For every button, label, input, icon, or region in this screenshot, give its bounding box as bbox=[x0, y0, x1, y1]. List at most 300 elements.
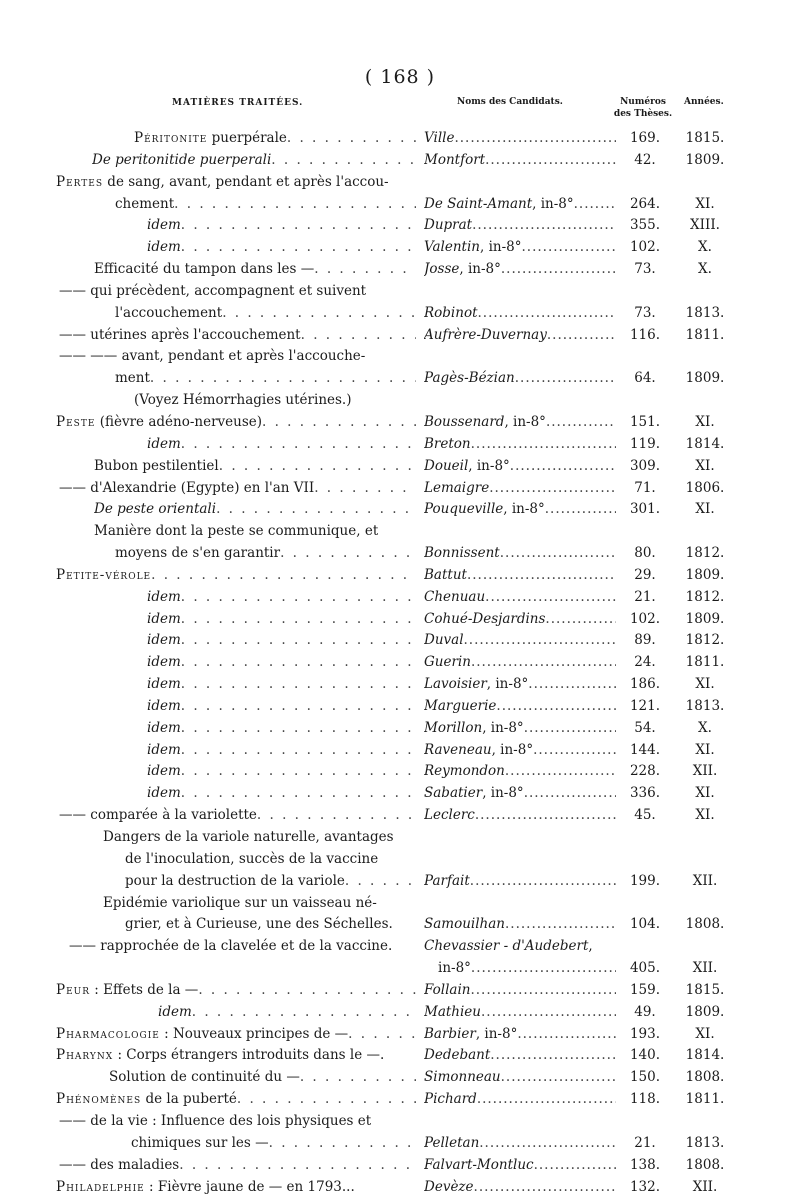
subject-cell bbox=[94, 456, 416, 478]
candidate-name: Guerin bbox=[424, 654, 471, 670]
dot-leader bbox=[181, 652, 416, 674]
candidate-text bbox=[424, 652, 471, 674]
subject-label: moyens de s'en garantir bbox=[115, 545, 280, 561]
thesis-number: 89. bbox=[620, 630, 670, 652]
subject-text bbox=[147, 674, 181, 696]
subject-label: chement bbox=[115, 196, 174, 212]
subject-cell bbox=[56, 1177, 355, 1198]
subject-label: grier, et à Curieuse, une des Séchelles. bbox=[125, 916, 393, 932]
thesis-number: 138. bbox=[620, 1155, 670, 1177]
candidate-cell bbox=[424, 914, 616, 936]
subject-label: —— rapprochée de la clavelée et de la vaccine. bbox=[69, 938, 392, 954]
index-row bbox=[0, 478, 800, 500]
subject-text bbox=[109, 1067, 300, 1089]
dot-leader bbox=[287, 128, 416, 150]
subject-label: Epidémie variolique sur un vaisseau né- bbox=[103, 895, 377, 911]
dot-leader bbox=[271, 150, 416, 172]
candidate-format: in-8° bbox=[424, 960, 471, 976]
candidate-name: Aufrère-Duvernay bbox=[424, 327, 547, 343]
subject-text bbox=[69, 936, 392, 958]
dot-leader bbox=[574, 194, 616, 216]
candidate-text bbox=[424, 1177, 474, 1198]
subject-cell bbox=[56, 980, 416, 1002]
candidate-cell bbox=[424, 1155, 616, 1177]
subject-cell bbox=[56, 1024, 416, 1046]
subject-label: idem bbox=[147, 698, 181, 714]
dot-leader bbox=[500, 543, 616, 565]
subject-label: : Effets de la — bbox=[90, 982, 198, 998]
candidate-cell bbox=[424, 456, 616, 478]
thesis-year: 1809. bbox=[680, 1002, 730, 1024]
subject-cell bbox=[147, 652, 416, 674]
index-row bbox=[0, 630, 800, 652]
subject-label: chimiques sur les — bbox=[131, 1135, 269, 1151]
subject-text bbox=[147, 215, 181, 237]
dot-leader bbox=[257, 805, 416, 827]
candidate-text bbox=[424, 499, 545, 521]
candidate-name: Barbier bbox=[424, 1026, 476, 1042]
dot-leader bbox=[505, 761, 616, 783]
candidate-text bbox=[424, 215, 472, 237]
index-row bbox=[0, 1133, 800, 1155]
thesis-year: XI. bbox=[680, 412, 730, 434]
subject-cell bbox=[147, 630, 416, 652]
dot-leader bbox=[534, 1155, 616, 1177]
subject-text bbox=[56, 565, 151, 587]
thesis-number: 309. bbox=[620, 456, 670, 478]
dot-leader bbox=[477, 1089, 616, 1111]
dot-leader bbox=[216, 499, 416, 521]
dot-leader bbox=[192, 1002, 416, 1024]
dot-leader bbox=[174, 194, 416, 216]
dot-leader bbox=[345, 871, 416, 893]
thesis-year: XII. bbox=[680, 871, 730, 893]
candidate-text bbox=[424, 478, 489, 500]
dot-leader bbox=[510, 456, 616, 478]
subject-text bbox=[59, 1155, 179, 1177]
subject-cell bbox=[147, 761, 416, 783]
subject-text bbox=[115, 303, 222, 325]
subject-cell bbox=[56, 412, 416, 434]
subject-text bbox=[56, 980, 198, 1002]
candidate-name: Parfait bbox=[424, 873, 470, 889]
candidate-cell bbox=[424, 674, 616, 696]
candidate-format: , in-8° bbox=[482, 785, 524, 801]
thesis-year: 1811. bbox=[680, 652, 730, 674]
index-row bbox=[0, 1002, 800, 1024]
dot-leader bbox=[181, 215, 416, 237]
index-row bbox=[0, 652, 800, 674]
candidate-name: Devèze bbox=[424, 1179, 474, 1195]
index-row bbox=[0, 346, 800, 368]
dot-leader bbox=[546, 412, 616, 434]
dot-leader bbox=[222, 303, 416, 325]
subject-text bbox=[94, 456, 219, 478]
subject-label: Bubon pestilentiel bbox=[94, 458, 219, 474]
subject-heading: Pharynx bbox=[56, 1047, 113, 1063]
candidate-text bbox=[424, 980, 470, 1002]
candidate-text bbox=[424, 565, 467, 587]
thesis-number: 21. bbox=[620, 1133, 670, 1155]
dot-leader bbox=[485, 587, 616, 609]
thesis-number: 73. bbox=[620, 303, 670, 325]
thesis-number: 71. bbox=[620, 478, 670, 500]
subject-label: idem bbox=[147, 589, 181, 605]
subject-label: puerpérale bbox=[207, 130, 287, 146]
dot-leader bbox=[300, 1067, 416, 1089]
subject-text bbox=[147, 783, 181, 805]
thesis-number: 336. bbox=[620, 783, 670, 805]
candidate-cell bbox=[424, 259, 616, 281]
candidate-text bbox=[424, 1067, 501, 1089]
candidate-cell bbox=[424, 237, 616, 259]
thesis-year: 1814. bbox=[680, 1045, 730, 1067]
candidate-cell bbox=[424, 1002, 616, 1024]
thesis-number: 102. bbox=[620, 237, 670, 259]
thesis-number: 118. bbox=[620, 1089, 670, 1111]
subject-label: Manière dont la peste se communique, et bbox=[94, 523, 378, 539]
candidate-cell bbox=[424, 587, 616, 609]
candidate-name: Duprat bbox=[424, 217, 472, 233]
subject-text bbox=[56, 1177, 355, 1198]
dot-leader bbox=[314, 259, 416, 281]
subject-cell bbox=[125, 849, 378, 871]
index-row bbox=[0, 1111, 800, 1133]
subject-label: De peste orientali bbox=[94, 501, 216, 517]
candidate-text bbox=[424, 587, 485, 609]
subject-text bbox=[147, 587, 181, 609]
candidate-text bbox=[424, 761, 505, 783]
candidate-text bbox=[424, 696, 496, 718]
candidate-name: Samouilhan bbox=[424, 916, 505, 932]
subject-label: idem bbox=[147, 611, 181, 627]
candidate-name: Ville bbox=[424, 130, 454, 146]
candidate-text bbox=[424, 674, 528, 696]
thesis-number: 199. bbox=[620, 871, 670, 893]
dot-leader bbox=[464, 630, 616, 652]
thesis-year: 1812. bbox=[680, 543, 730, 565]
subject-text bbox=[125, 914, 393, 936]
subject-label: idem bbox=[147, 632, 181, 648]
dot-leader bbox=[524, 718, 616, 740]
candidate-cell bbox=[424, 368, 616, 390]
candidate-text bbox=[424, 740, 533, 762]
candidate-name: Pouqueville bbox=[424, 501, 503, 517]
subject-cell bbox=[59, 325, 416, 347]
subject-cell bbox=[103, 893, 377, 915]
index-row bbox=[0, 1045, 800, 1067]
subject-label: —— d'Alexandrie (Egypte) en l'an VII bbox=[59, 480, 314, 496]
candidate-cell bbox=[424, 1024, 616, 1046]
thesis-year: 1815. bbox=[680, 128, 730, 150]
index-row bbox=[0, 128, 800, 150]
subject-text bbox=[115, 194, 174, 216]
dot-leader bbox=[181, 609, 416, 631]
subject-label: : Nouveaux principes de — bbox=[160, 1026, 348, 1042]
candidate-name: Falvart-Montluc bbox=[424, 1157, 534, 1173]
candidate-text bbox=[424, 368, 515, 390]
subject-text bbox=[56, 1089, 237, 1111]
dot-leader bbox=[496, 696, 616, 718]
dot-leader bbox=[489, 478, 616, 500]
thesis-year: XI. bbox=[680, 499, 730, 521]
index-row bbox=[0, 740, 800, 762]
thesis-number: 102. bbox=[620, 609, 670, 631]
subject-text bbox=[147, 237, 181, 259]
candidate-format: , in-8° bbox=[468, 458, 510, 474]
candidate-format: , in-8° bbox=[492, 742, 534, 758]
index-row bbox=[0, 281, 800, 303]
index-row bbox=[0, 761, 800, 783]
thesis-year: XIII. bbox=[680, 215, 730, 237]
thesis-number: 21. bbox=[620, 587, 670, 609]
candidate-cell bbox=[424, 718, 616, 740]
candidate-format: , in-8° bbox=[532, 196, 574, 212]
candidate-cell bbox=[424, 128, 616, 150]
dot-leader bbox=[181, 630, 416, 652]
candidate-text bbox=[424, 630, 464, 652]
dot-leader bbox=[479, 1133, 616, 1155]
index-row bbox=[0, 390, 800, 412]
subject-label: ment bbox=[115, 370, 150, 386]
candidate-name: Doueil bbox=[424, 458, 468, 474]
subject-label: idem bbox=[147, 239, 181, 255]
subject-label: idem bbox=[147, 785, 181, 801]
subject-text bbox=[56, 1024, 348, 1046]
subject-cell bbox=[147, 609, 416, 631]
thesis-year: 1812. bbox=[680, 630, 730, 652]
subject-label: pour la destruction de la variole bbox=[125, 873, 345, 889]
candidate-cell bbox=[424, 150, 616, 172]
dot-leader bbox=[471, 652, 616, 674]
subject-label: : Fièvre jaune de — en 1793... bbox=[145, 1179, 355, 1195]
dot-leader bbox=[181, 587, 416, 609]
index-row bbox=[0, 150, 800, 172]
dot-leader bbox=[181, 740, 416, 762]
dot-leader bbox=[454, 128, 616, 150]
subject-text bbox=[147, 718, 181, 740]
candidate-text bbox=[424, 1155, 534, 1177]
thesis-number: 73. bbox=[620, 259, 670, 281]
candidate-format: , in-8° bbox=[476, 1026, 518, 1042]
index-row bbox=[0, 215, 800, 237]
dot-leader bbox=[181, 696, 416, 718]
candidate-name: De Saint-Amant bbox=[424, 196, 532, 212]
thesis-year: 1809. bbox=[680, 609, 730, 631]
candidate-text bbox=[424, 412, 546, 434]
dot-leader bbox=[501, 1067, 616, 1089]
index-row bbox=[0, 587, 800, 609]
subject-text bbox=[94, 521, 378, 543]
thesis-year: 1809. bbox=[680, 368, 730, 390]
thesis-year: 1806. bbox=[680, 478, 730, 500]
candidate-cell bbox=[424, 783, 616, 805]
thesis-number: 132. bbox=[620, 1177, 670, 1198]
subject-text bbox=[56, 412, 262, 434]
thesis-number: 54. bbox=[620, 718, 670, 740]
dot-leader bbox=[150, 368, 416, 390]
index-row bbox=[0, 1024, 800, 1046]
index-row bbox=[0, 674, 800, 696]
thesis-number: 116. bbox=[620, 325, 670, 347]
subject-heading: Pharmacologie bbox=[56, 1026, 160, 1042]
thesis-number: 150. bbox=[620, 1067, 670, 1089]
candidate-name: Cohué-Desjardins bbox=[424, 611, 545, 627]
subject-cell bbox=[147, 674, 416, 696]
thesis-number: 121. bbox=[620, 696, 670, 718]
subject-label: de sang, avant, pendant et après l'accou- bbox=[103, 174, 389, 190]
subject-text bbox=[134, 390, 351, 412]
subject-cell bbox=[131, 1133, 416, 1155]
subject-heading: Peste bbox=[56, 414, 95, 430]
subject-label: —— —— avant, pendant et après l'accouche- bbox=[59, 348, 365, 364]
candidate-cell bbox=[424, 478, 616, 500]
candidate-name: Pagès-Bézian bbox=[424, 370, 515, 386]
thesis-number: 405. bbox=[620, 958, 670, 980]
thesis-year: 1808. bbox=[680, 1067, 730, 1089]
index-row bbox=[0, 849, 800, 871]
candidate-cell bbox=[424, 805, 616, 827]
subject-text bbox=[147, 696, 181, 718]
subject-label: idem bbox=[158, 1004, 192, 1020]
candidate-cell bbox=[424, 412, 616, 434]
subject-text bbox=[56, 1045, 384, 1067]
thesis-year: 1812. bbox=[680, 587, 730, 609]
dot-leader bbox=[348, 1024, 416, 1046]
candidate-text bbox=[424, 936, 593, 958]
subject-text bbox=[59, 325, 301, 347]
candidate-text bbox=[424, 237, 522, 259]
candidate-cell bbox=[424, 303, 616, 325]
subject-text bbox=[103, 827, 394, 849]
dot-leader bbox=[505, 914, 616, 936]
thesis-year: X. bbox=[680, 718, 730, 740]
index-row bbox=[0, 303, 800, 325]
candidate-name: Boussenard bbox=[424, 414, 504, 430]
candidate-cell bbox=[424, 543, 616, 565]
thesis-number: 104. bbox=[620, 914, 670, 936]
candidate-text bbox=[424, 609, 545, 631]
thesis-year: XI. bbox=[680, 194, 730, 216]
subject-text bbox=[134, 128, 287, 150]
thesis-number: 151. bbox=[620, 412, 670, 434]
index-row bbox=[0, 609, 800, 631]
dot-leader bbox=[522, 237, 617, 259]
thesis-number: 24. bbox=[620, 652, 670, 674]
candidate-text bbox=[424, 1133, 479, 1155]
candidate-name: Lavoisier bbox=[424, 676, 487, 692]
candidate-name: Reymondon bbox=[424, 763, 505, 779]
index-row bbox=[0, 456, 800, 478]
candidate-text bbox=[424, 871, 470, 893]
thesis-number: 186. bbox=[620, 674, 670, 696]
subject-text bbox=[94, 499, 216, 521]
index-row bbox=[0, 565, 800, 587]
candidate-text bbox=[424, 783, 524, 805]
candidate-name: Valentin bbox=[424, 239, 480, 255]
thesis-year: 1808. bbox=[680, 1155, 730, 1177]
candidate-cell bbox=[424, 696, 616, 718]
subject-cell bbox=[56, 565, 416, 587]
dot-leader bbox=[471, 958, 616, 980]
subject-label: idem bbox=[147, 763, 181, 779]
subject-text bbox=[103, 893, 377, 915]
candidate-cell bbox=[424, 871, 616, 893]
index-row bbox=[0, 259, 800, 281]
dot-leader bbox=[314, 478, 416, 500]
candidate-text bbox=[424, 958, 471, 980]
candidate-format: , in-8° bbox=[459, 261, 501, 277]
candidate-name: Simonneau bbox=[424, 1069, 501, 1085]
subject-cell bbox=[147, 740, 416, 762]
candidate-cell bbox=[424, 325, 616, 347]
dot-leader bbox=[181, 783, 416, 805]
subject-cell bbox=[69, 936, 392, 958]
index-row bbox=[0, 1177, 800, 1198]
candidate-text bbox=[424, 1045, 490, 1067]
index-row bbox=[0, 936, 800, 958]
candidate-cell bbox=[424, 740, 616, 762]
dot-leader bbox=[485, 150, 616, 172]
subject-cell bbox=[92, 150, 416, 172]
candidate-cell bbox=[424, 609, 616, 631]
dot-leader bbox=[481, 1002, 616, 1024]
subject-cell bbox=[56, 172, 389, 194]
thesis-year: X. bbox=[680, 237, 730, 259]
index-row bbox=[0, 434, 800, 456]
candidate-text bbox=[424, 259, 501, 281]
subject-cell bbox=[125, 871, 416, 893]
subject-cell bbox=[59, 346, 365, 368]
subject-text bbox=[59, 805, 257, 827]
index-row bbox=[0, 368, 800, 390]
candidate-name: Battut bbox=[424, 567, 467, 583]
subject-text bbox=[147, 740, 181, 762]
dot-leader bbox=[219, 456, 416, 478]
thesis-number: 144. bbox=[620, 740, 670, 762]
thesis-year: XII. bbox=[680, 1177, 730, 1198]
candidate-text bbox=[424, 1002, 481, 1024]
subject-cell bbox=[147, 237, 416, 259]
subject-cell bbox=[103, 827, 394, 849]
dot-leader bbox=[151, 565, 416, 587]
candidate-name: Chevassier - d'Audebert bbox=[424, 938, 588, 954]
subject-cell bbox=[134, 390, 351, 412]
dot-leader bbox=[181, 434, 416, 456]
candidate-cell bbox=[424, 1089, 616, 1111]
candidate-cell bbox=[424, 630, 616, 652]
subject-text bbox=[147, 434, 181, 456]
candidate-name: Breton bbox=[424, 436, 471, 452]
subject-text bbox=[59, 281, 366, 303]
subject-label: : Corps étrangers introduits dans le —. bbox=[113, 1047, 384, 1063]
dot-leader bbox=[181, 718, 416, 740]
thesis-year: XI. bbox=[680, 783, 730, 805]
dot-leader bbox=[198, 980, 416, 1002]
thesis-number: 228. bbox=[620, 761, 670, 783]
subject-cell bbox=[59, 478, 416, 500]
subject-text bbox=[147, 609, 181, 631]
candidate-name: Sabatier bbox=[424, 785, 482, 801]
thesis-number: 355. bbox=[620, 215, 670, 237]
candidate-text bbox=[424, 805, 475, 827]
candidate-format: , in-8° bbox=[504, 414, 546, 430]
index-table bbox=[0, 128, 800, 1198]
thesis-year: 1815. bbox=[680, 980, 730, 1002]
subject-cell bbox=[147, 783, 416, 805]
subject-heading: Petite-vérole bbox=[56, 567, 151, 583]
candidate-name: Pichard bbox=[424, 1091, 477, 1107]
